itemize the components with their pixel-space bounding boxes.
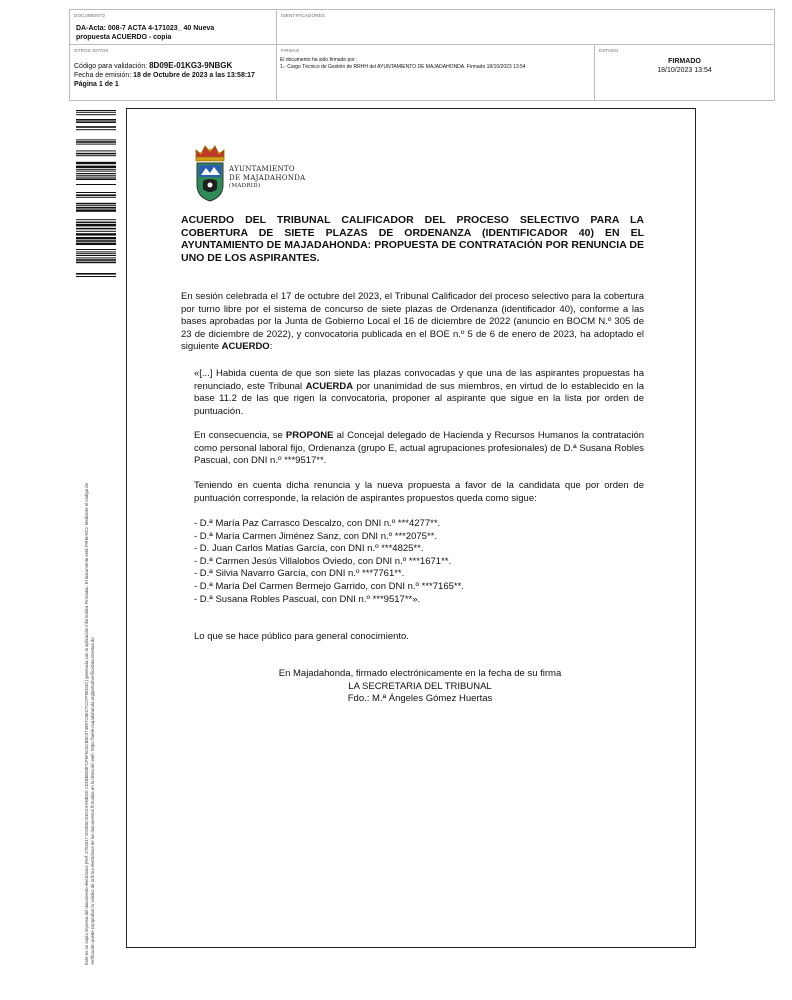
documento-cell (70, 10, 276, 44)
council-logo-text: AYUNTAMIENTO DE MAJADAHONDA (MADRID) (229, 165, 306, 189)
validation-code[interactable]: 8D09E-01KG3-9NBGK (149, 61, 233, 70)
list-item: - D. Juan Carlos Matías García, con DNI n.º ***4825**. (194, 543, 424, 555)
signature-block (200, 668, 640, 706)
list-item: - D.ª María Carmen Jiménez Sanz, con DNI n.º ***2075**. (194, 530, 438, 542)
documento-title: DA-Acta: 008-7 ACTA 4-171023_ 40 Nueva propuesta ACUERDO - copia (76, 25, 215, 41)
barcode-image (76, 110, 116, 277)
page-count: Página 1 de 1 (74, 81, 119, 88)
list-item: - D.ª Carmen Jesús Villalobos Oviedo, con DNI n.º ***1671**. (194, 555, 452, 567)
status-badge: FIRMADO (668, 58, 701, 65)
documento-caption: DOCUMENTO (74, 13, 106, 18)
document-title: ACUERDO DEL TRIBUNAL CALIFICADOR DEL PROCESO SELECTIVO PARA LA COBERTURA DE SIETE PLAZAS DE ORDENANZA (IDENTIFICADOR 40) EN EL AYUNTAMIENTO DE MAJADAHONDA: PROPUESTA DE CONTRATACIÓN POR RENUNCIA DE UNO DE LOS ASPIRANTES. (181, 214, 644, 264)
list-item: - D.ª María Paz Carrasco Descalzo, con DNI n.º ***4277**. (194, 518, 441, 529)
estado-content (595, 57, 774, 75)
majadahonda-crest-icon (193, 141, 227, 203)
otros-datos-caption: OTROS DATOS (74, 48, 109, 53)
verification-side-note: Este es un copia impresa del documento electrónico (Ref: 2752617 DG9DE-01KG3-9NBGK C01B8B2BFCF6F9C6CB8C974857C8EC7CCFF9ED3C) generada con la aplicación informática Firmadoc. El documento está FIRMADO. Mediante el código de verificación puede comprobar la validez de la firma electrónica de los documentos firmados en la dirección web: https://sede.majadahonda.org/portal/verificaDocumentos.do (84, 483, 95, 965)
list-item: - D.ª María Del Carmen Bermejo Garrido, con DNI n.º ***7165**. (194, 580, 464, 592)
list-item: - D.ª Silvia Navarro García, con DNI n.º ***7761**. (194, 568, 405, 580)
signature-name: Fdo.: M.ª Ángeles Gómez Huertas (347, 693, 493, 705)
estado-cell (594, 45, 774, 100)
identificadores-caption: IDENTIFICADORES (281, 13, 326, 18)
agreement-paragraph: «[...] Habida cuenta de que son siete las plazas convocadas y que una de las aspirantes propuestas ha renunciado, este Tribunal ACUERDA por unanimidad de sus miembros, en virtud de lo establecido en la base 11.2 de las que rigen la convocatoria, proponer al aspirante que sigue en la lista por orden de puntuación. (194, 368, 644, 417)
closing-paragraph: Lo que se hace público para general conocimiento. (194, 631, 409, 642)
list-item: - D.ª Susana Robles Pascual, con DNI n.º ***9517**». (194, 593, 421, 605)
otros-datos-cell (70, 45, 276, 100)
signature-role: LA SECRETARIA DEL TRIBUNAL (348, 680, 492, 692)
identificadores-cell (276, 10, 774, 44)
proposal-paragraph: En consecuencia, se PROPONE al Concejal delegado de Hacienda y Recursos Humanos la contratación como personal laboral fijo, Ordenanza (grupo E, actual agrupaciones profesionales) de D.ª Susana Robles Pascual, con DNI n.º ***9517**. (194, 430, 645, 467)
candidates-list (194, 518, 634, 606)
status-date: 18/10/2023 13:54 (657, 67, 712, 74)
firmas-caption: FIRMAS (281, 48, 300, 53)
firmas-cell (276, 45, 594, 100)
otros-datos-content: Código para validación: 8D09E-01KG3-9NBGK Fecha de emisión: 18 de Octubre de 2023 a las 13:58:17 Página 1 de 1 (74, 61, 274, 89)
intro-paragraph: En sesión celebrada el 17 de octubre del 2023, el Tribunal Calificador del proceso selectivo para la cobertura por turno libre por el sistema de concurso de siete plazas de Ordenanza (identificador 40), conforme a las bases aprobadas por la Junta de Gobierno Local el 16 de diciembre de 2022 (anuncio en BOCM N.º 305 de 23 de diciembre de 2022), y convocatoria publicada en el BOE n.º 5 de 6 de enero de 2023, ha adoptado el siguiente ACUERDO: (181, 291, 644, 353)
header-row-document (69, 9, 775, 45)
firmas-content: El documento ha sido firmado por : 1.- Cargo Técnico de Gestión de RRHH del AYUNTAMIENTO DE MAJADAHONDA. Firmado 18/10/2023 13:54 (280, 57, 526, 70)
header-row-signature (69, 45, 775, 101)
signature-place: En Majadahonda, firmado electrónicamente en la fecha de su firma (278, 668, 562, 679)
candidates-intro-paragraph: Teniendo en cuenta dicha renuncia y la nueva propuesta a favor de la candidata que por orden de puntuación corresponde, la relación de aspirantes propuestos queda como sigue: (194, 480, 644, 504)
emission-date: 18 de Octubre de 2023 a las 13:58:17 (133, 72, 255, 79)
estado-caption: ESTADO (599, 48, 619, 53)
